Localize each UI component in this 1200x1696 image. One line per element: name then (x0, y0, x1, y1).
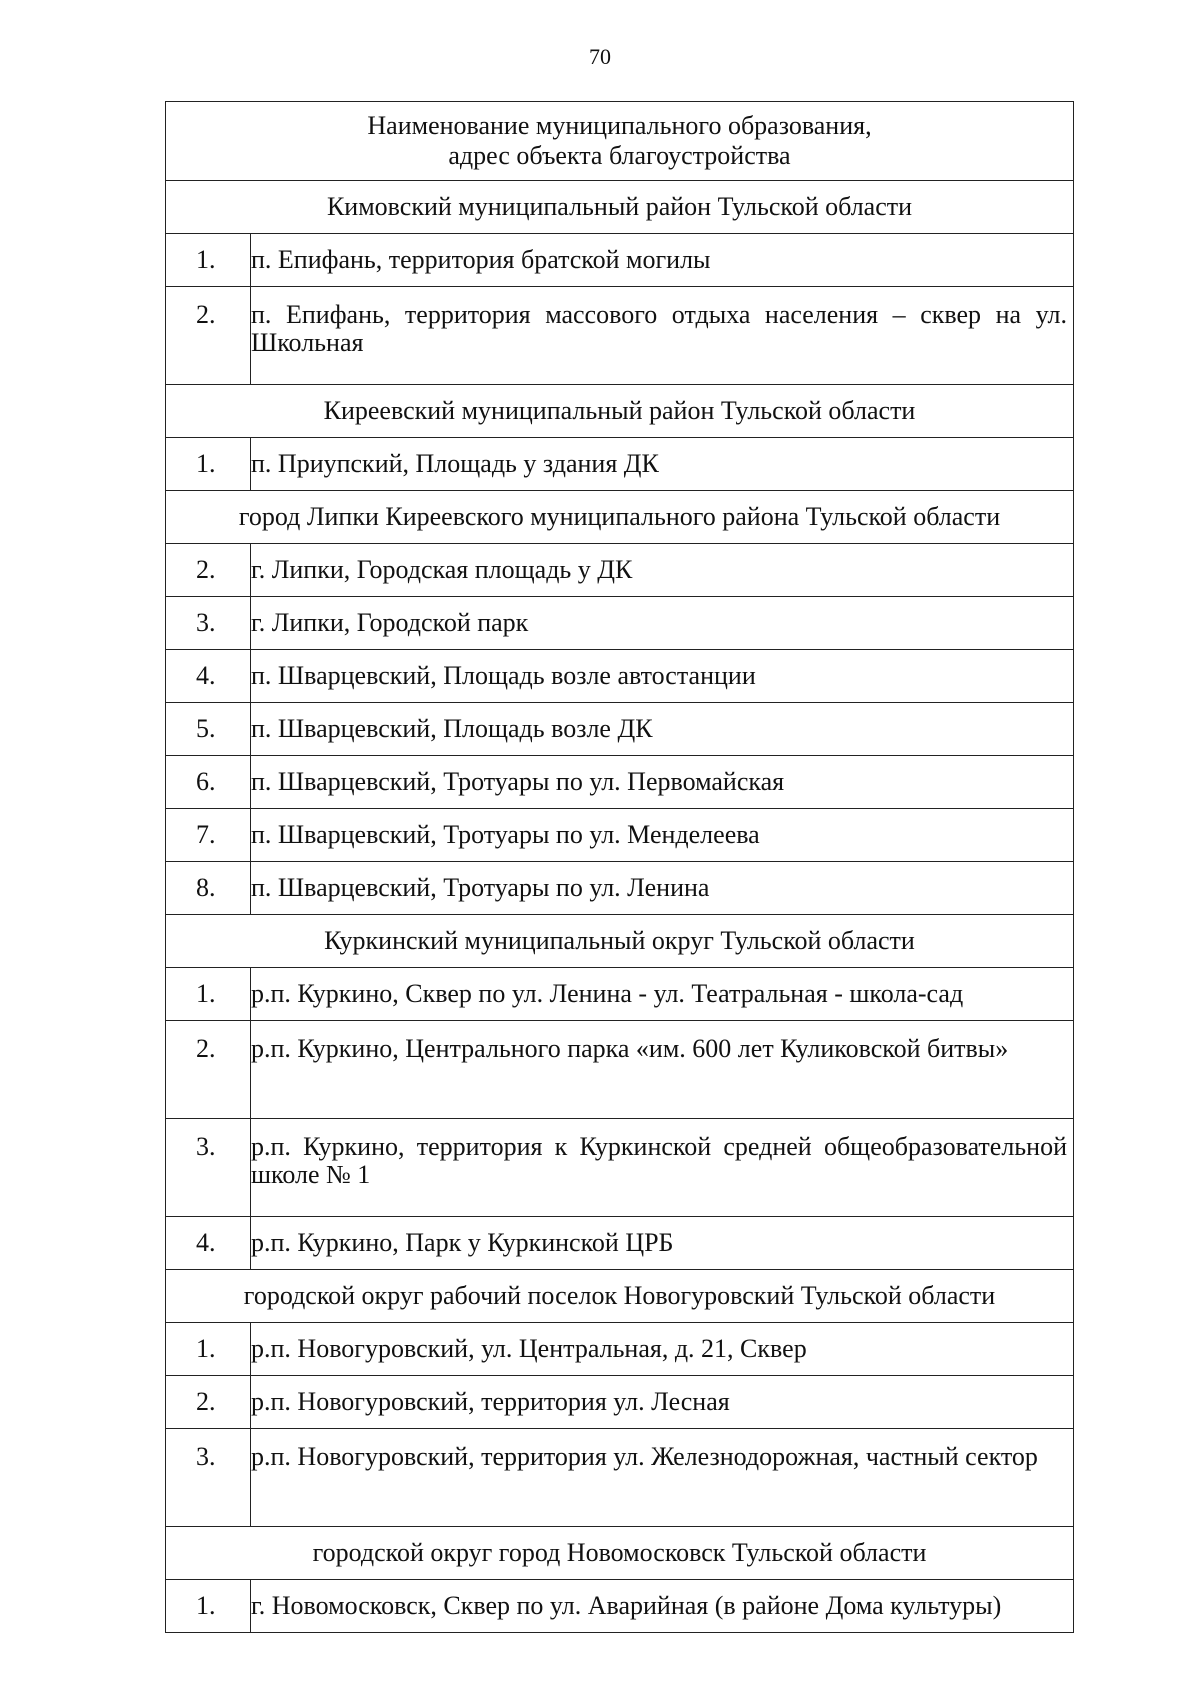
row-address: п. Епифань, территория братской могилы (251, 234, 1074, 287)
row-number: 3. (166, 1429, 251, 1527)
section-title: городской округ город Новомосковск Тульской области (166, 1527, 1074, 1580)
row-address: п. Шварцевский, Площадь возле ДК (251, 703, 1074, 756)
section-row (166, 491, 1074, 544)
header-line-1: Наименование муниципального образования, (367, 111, 872, 140)
table-row (166, 650, 1074, 703)
row-number: 1. (166, 1580, 251, 1633)
row-number: 3. (166, 1119, 251, 1217)
table-row (166, 756, 1074, 809)
row-address: г. Новомосковск, Сквер по ул. Аварийная (в районе Дома культуры) (251, 1580, 1074, 1633)
row-address: г. Липки, Городской парк (251, 597, 1074, 650)
section-row (166, 915, 1074, 968)
row-address: п. Епифань, территория массового отдыха населения – сквер на ул. Школьная (251, 287, 1074, 385)
row-address: р.п. Куркино, Парк у Куркинской ЦРБ (251, 1217, 1074, 1270)
section-title: городской округ рабочий поселок Новогуровский Тульской области (166, 1270, 1074, 1323)
section-row (166, 385, 1074, 438)
row-number: 4. (166, 1217, 251, 1270)
row-number: 1. (166, 1323, 251, 1376)
row-address: р.п. Новогуровский, территория ул. Железнодорожная, частный сектор (251, 1429, 1074, 1527)
row-number: 2. (166, 1376, 251, 1429)
table-row (166, 1376, 1074, 1429)
section-row (166, 1527, 1074, 1580)
row-number: 4. (166, 650, 251, 703)
row-number: 2. (166, 544, 251, 597)
table-row (166, 1580, 1074, 1633)
row-address: п. Шварцевский, Тротуары по ул. Менделеева (251, 809, 1074, 862)
table-row (166, 287, 1074, 385)
row-number: 6. (166, 756, 251, 809)
table-row (166, 1323, 1074, 1376)
objects-table (165, 101, 1074, 1633)
table-row (166, 862, 1074, 915)
row-number: 1. (166, 968, 251, 1021)
section-title: город Липки Киреевского муниципального района Тульской области (166, 491, 1074, 544)
table-row (166, 597, 1074, 650)
row-number: 2. (166, 287, 251, 385)
row-address: р.п. Куркино, Центрального парка «им. 600 лет Куликовской битвы» (251, 1021, 1074, 1119)
row-address: п. Приупский, Площадь у здания ДК (251, 438, 1074, 491)
row-address: п. Шварцевский, Тротуары по ул. Ленина (251, 862, 1074, 915)
table-row (166, 234, 1074, 287)
row-number: 1. (166, 234, 251, 287)
table-row (166, 703, 1074, 756)
table-body (166, 102, 1074, 1633)
row-number: 8. (166, 862, 251, 915)
table-row (166, 544, 1074, 597)
table-row (166, 809, 1074, 862)
row-address: п. Шварцевский, Тротуары по ул. Первомайская (251, 756, 1074, 809)
row-number: 5. (166, 703, 251, 756)
row-address: г. Липки, Городская площадь у ДК (251, 544, 1074, 597)
section-title: Кимовский муниципальный район Тульской области (166, 181, 1074, 234)
row-address: р.п. Новогуровский, ул. Центральная, д. 21, Сквер (251, 1323, 1074, 1376)
table-row (166, 1217, 1074, 1270)
row-address: р.п. Куркино, территория к Куркинской средней общеобразовательной школе № 1 (251, 1119, 1074, 1217)
section-title: Киреевский муниципальный район Тульской области (166, 385, 1074, 438)
page-number: 70 (589, 44, 611, 69)
table-row (166, 1119, 1074, 1217)
section-row (166, 181, 1074, 234)
table-row (166, 438, 1074, 491)
table-row (166, 1429, 1074, 1527)
row-number: 3. (166, 597, 251, 650)
section-title: Куркинский муниципальный округ Тульской области (166, 915, 1074, 968)
row-address: р.п. Куркино, Сквер по ул. Ленина - ул. Театральная - школа-сад (251, 968, 1074, 1021)
table-row (166, 968, 1074, 1021)
table-header-row (166, 102, 1074, 181)
row-number: 2. (166, 1021, 251, 1119)
table-row (166, 1021, 1074, 1119)
row-number: 7. (166, 809, 251, 862)
row-address: п. Шварцевский, Площадь возле автостанции (251, 650, 1074, 703)
table-header-cell (166, 102, 1074, 181)
row-address: р.п. Новогуровский, территория ул. Лесная (251, 1376, 1074, 1429)
section-row (166, 1270, 1074, 1323)
header-line-2: адрес объекта благоустройства (448, 141, 791, 170)
row-number: 1. (166, 438, 251, 491)
